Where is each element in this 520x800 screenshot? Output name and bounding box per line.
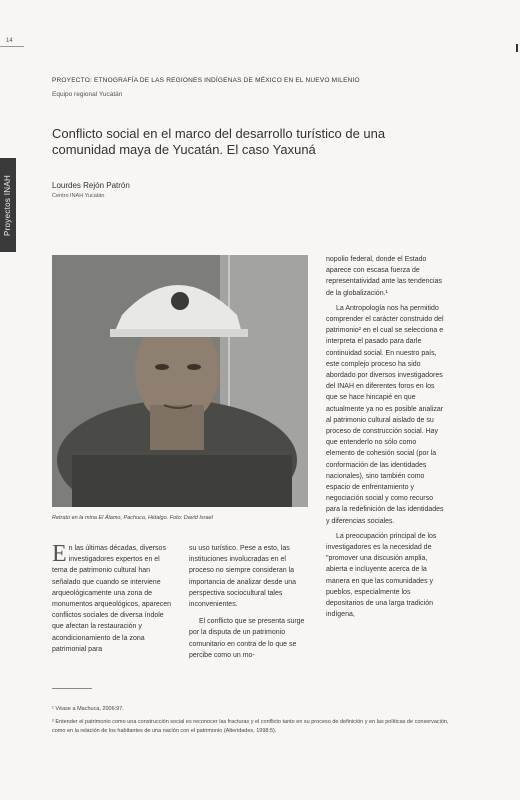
project-heading: PROYECTO: ETNOGRAFÍA DE LAS REGIONES INDÍGENAS DE MÉXICO EN EL NUEVO MILENIO — [52, 77, 360, 84]
author-name: Lourdes Rejón Patrón — [52, 181, 130, 190]
body-paragraph: La preocupación principal de los investigadores es la necesidad de "promover una discusión amplia, abierta e incluyente acerca de la manera en que las comunidades y pueblos, especialmente los depositarios de una larga tradición indígena, — [326, 532, 437, 619]
team-subheading: Equipo regional Yucatán — [52, 91, 123, 98]
page-number: 14 — [6, 38, 13, 44]
body-paragraph: La Antropología nos ha permitido comprender el carácter construido del patrimonio² en el cual se selecciona e interpreta el pasado para darle continuidad social. En nuestro país, este complejo proceso ha sido abordado por diversos investigadores del INAH en diferentes foros en los que se hace hincapié en que actualmente ya no es posible analizar al patrimonio cultural aislado de su proceso de construcción social. Hay que entenderlo no sólo como elemento de cohesión social (por la conformación de las identidades nacionales), sino también como espacio de enfrentamiento y negociación social y como recurso para la redefinición de las identidades y diferencias sociales. — [326, 304, 444, 525]
footnote: ¹ Véase a Machuca, 2006:97. — [52, 706, 124, 712]
body-paragraph: su uso turístico. Pese a esto, las instituciones involucradas en el proceso no siempre consideran la importancia de analizar desde una perspectiva sociocultural tales inconvenientes. — [189, 545, 297, 609]
miner-portrait-photo — [52, 255, 308, 507]
body-paragraph: nopolio federal, donde el Estado aparece con escasa fuerza de representatividad ante las tendencias de la globalización.¹ — [326, 256, 442, 297]
body-column-2 — [189, 543, 309, 661]
body-paragraph — [52, 543, 172, 655]
footnotes — [52, 705, 452, 740]
footnote-rule — [52, 688, 92, 689]
footnote: ² Entender el patrimonio como una construcción social es reconocer las fracturas y el conflicto tanto en su proceso de definición y en las políticas de conservación, como en la relación de los habitantes de una nación con el patrimonio (Alteridades, 1998:5). — [52, 719, 449, 734]
paragraph-text: n las últimas décadas, diversos investigadores expertos en el tema de patrimonio cultural han señalado que cuando se interviene arqueológicamente una zona de monumentos arqueológicos, aparecen conflictos sociales de diversa índole que afectan la restauración y acondicionamiento de la zona patrimonial para — [52, 545, 172, 653]
body-column-1 — [52, 543, 172, 655]
section-side-tab — [0, 158, 16, 252]
side-tab-label: Proyectos INAH — [3, 174, 13, 236]
photo-caption: Retrato en la mina El Álamo, Pachuca, Hidalgo. Foto: David Israel — [52, 515, 213, 521]
page-number-rule — [0, 46, 24, 47]
margin-mark — [516, 44, 518, 52]
author-affiliation: Centro INAH Yucatán — [52, 193, 105, 199]
drop-cap: E — [52, 541, 67, 567]
article-title: Conflicto social en el marco del desarrollo turístico de una comunidad maya de Yucatán. El caso Yaxuná — [52, 126, 386, 157]
body-paragraph: El conflicto que se presenta surge por la disputa de un patrimonio comunitario en contra de lo que se percibe como un mo- — [189, 618, 305, 659]
body-column-3 — [326, 254, 446, 621]
